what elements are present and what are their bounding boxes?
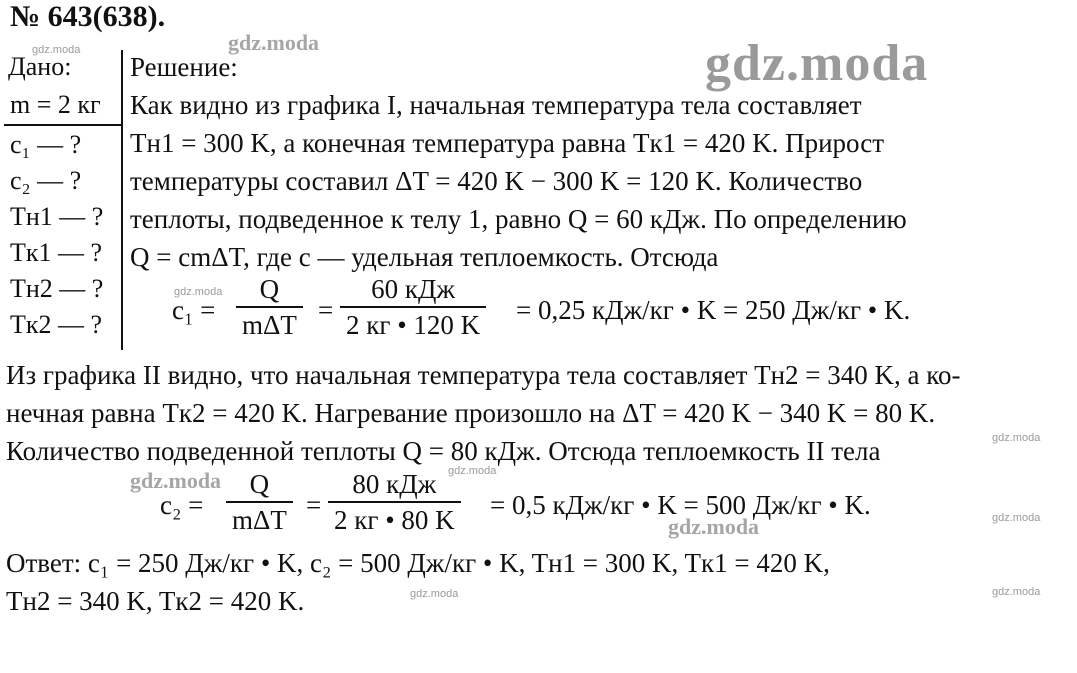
solution-line: Количество подведенной теплоты Q = 80 кДж. Отсюда теплоемкость II тела <box>6 436 881 466</box>
fraction-numerator: 80 кДж <box>352 469 437 499</box>
fraction <box>236 274 303 340</box>
fraction-bar <box>236 306 303 308</box>
formula-rhs: = 0,25 кДж/кг • K = 250 Дж/кг • K. <box>516 295 911 325</box>
fraction-bar <box>340 306 486 308</box>
solution-line: Из графика II видно, что начальная температура тела составляет Tн2 = 340 K, а ко- <box>6 360 961 390</box>
answer-line: Ответ: c₁ = 250 Дж/кг • K, c₂ = 500 Дж/кг • K, Tн1 = 300 K, Tк1 = 420 K, <box>6 548 830 578</box>
watermark-small: gdz.moda <box>174 286 223 298</box>
watermark-small: gdz.moda <box>32 44 81 56</box>
fraction-numerator: 60 кДж <box>371 274 456 304</box>
fraction-denominator: 2 кг • 120 K <box>346 310 481 340</box>
given-mass: m = 2 кг <box>10 90 101 119</box>
solution-line: Tн1 = 300 K, а конечная температура равна Tк1 = 420 K. Прирост <box>130 128 885 158</box>
fraction <box>328 469 461 535</box>
fraction-denominator: 2 кг • 80 K <box>334 505 455 535</box>
watermark-small: gdz.moda <box>992 586 1041 598</box>
watermark-small: gdz.moda <box>410 588 459 600</box>
given-header: Дано: <box>8 52 72 81</box>
fraction <box>340 274 486 340</box>
fraction-bar <box>226 501 293 503</box>
fraction-numerator: Q <box>259 274 280 304</box>
answer-line: Tн2 = 340 K, Tк2 = 420 K. <box>6 586 305 616</box>
fraction-bar <box>328 501 461 503</box>
watermark-text: gdz.moda <box>668 514 760 539</box>
fraction-denominator: mΔT <box>242 310 297 340</box>
watermark-text: gdz.moda <box>228 30 320 55</box>
formula-equals: = <box>318 295 334 325</box>
watermark-small: gdz.moda <box>448 465 497 477</box>
watermark-text: gdz.moda <box>130 468 222 493</box>
formula-lhs: c₂ = <box>160 490 204 520</box>
solution-line: температуры составил ΔT = 420 K − 300 K = 120 K. Количество <box>130 166 863 196</box>
formula-equals: = <box>306 490 322 520</box>
unknown-item: Tн1 — ? <box>10 202 104 231</box>
watermark-small: gdz.moda <box>992 512 1041 524</box>
watermark-small: gdz.moda <box>992 432 1041 444</box>
unknown-item: Tк2 — ? <box>10 310 103 339</box>
problem-number: № 643(638). <box>10 0 166 33</box>
unknown-item: Tн2 — ? <box>10 274 104 303</box>
fraction <box>226 469 293 535</box>
unknown-item: c₁ — ? <box>10 130 82 159</box>
fraction-numerator: Q <box>249 469 270 499</box>
solution-line: Как видно из графика I, начальная температура тела составляет <box>130 90 862 120</box>
solution-line: нечная равна Tк2 = 420 K. Нагревание произошло на ΔT = 420 K − 340 K = 80 K. <box>6 398 936 428</box>
fraction-denominator: mΔT <box>232 505 287 535</box>
formula-rhs: = 0,5 кДж/кг • K = 500 Дж/кг • K. <box>490 490 871 520</box>
unknown-item: c₂ — ? <box>10 166 82 195</box>
given-separator <box>121 50 123 350</box>
solution-header: Решение: <box>130 52 238 82</box>
unknown-item: Tк1 — ? <box>10 238 103 267</box>
solution-line: теплоты, подведенное к телу 1, равно Q = 60 кДж. По определению <box>130 204 907 234</box>
solution-line: Q = cmΔT, где c — удельная теплоемкость. Отсюда <box>130 242 719 272</box>
given-divider <box>4 124 122 126</box>
formula-lhs: c₁ = <box>172 295 216 325</box>
watermark-logo: gdz.moda <box>705 35 929 92</box>
